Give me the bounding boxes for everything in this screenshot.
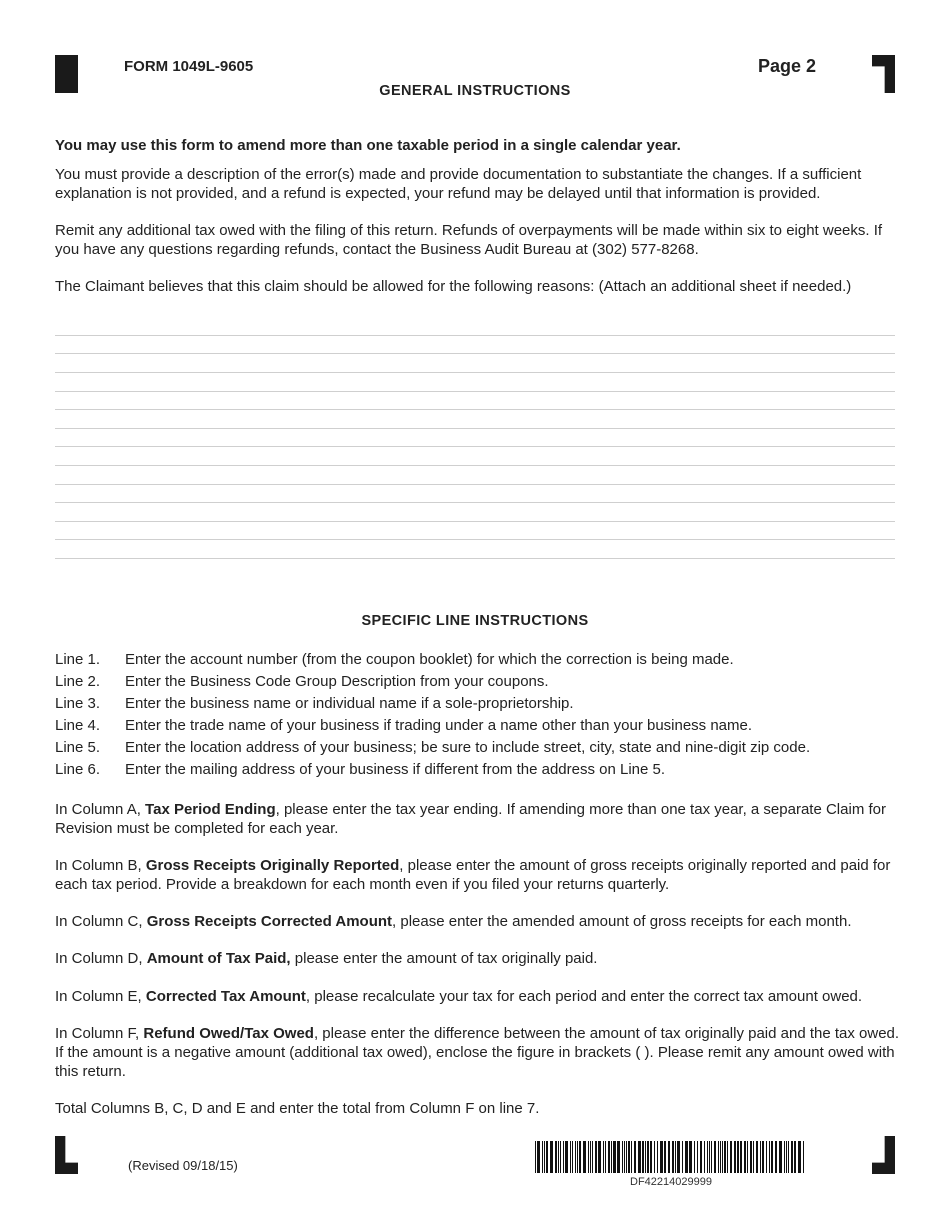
column-rest: , please enter the amended amount of gross receipts for each month.	[392, 913, 852, 930]
column-term: Tax Period Ending	[145, 801, 276, 818]
barcode-bar	[592, 1141, 593, 1173]
barcode-bar	[753, 1141, 754, 1173]
writing-line[interactable]	[55, 465, 895, 466]
revised-date: (Revised 09/18/15)	[128, 1158, 238, 1173]
corner-mark-bottom-left	[55, 1136, 78, 1174]
barcode-bar	[631, 1141, 632, 1173]
barcode-bar	[779, 1141, 782, 1173]
barcode-bar	[744, 1141, 746, 1173]
barcode-bar	[634, 1141, 636, 1173]
writing-line[interactable]	[55, 428, 895, 429]
line-text: Enter the business name or individual name if a sole-proprietorship.	[125, 695, 574, 712]
barcode-bar	[603, 1141, 604, 1173]
column-rest: , please enter the difference between the amount of tax originally paid and the tax owed. If the amount is a negative amount (additional tax owed), enclose the figure in brackets ( ). Please remit any amount owed with this return.	[55, 1025, 900, 1080]
column-term: Corrected Tax Amount	[145, 988, 306, 1005]
barcode-bar	[714, 1141, 716, 1173]
barcode-bar	[668, 1141, 670, 1173]
barcode-bar	[694, 1141, 695, 1173]
barcode-bar	[626, 1141, 627, 1173]
barcode-bar	[565, 1141, 568, 1173]
barcode-bar	[697, 1141, 698, 1173]
barcode-bar	[722, 1141, 723, 1173]
line-text: Enter the Business Code Group Description from your coupons.	[125, 673, 549, 690]
barcode-bar	[718, 1141, 719, 1173]
column-prefix: In Column B,	[55, 857, 146, 874]
column-term: Amount of Tax Paid,	[146, 950, 291, 967]
column-c-instruction	[55, 912, 900, 931]
barcode-bar	[771, 1141, 773, 1173]
barcode-bar	[588, 1141, 589, 1173]
barcode-bar	[546, 1141, 548, 1173]
barcode-bar	[542, 1141, 543, 1173]
column-prefix: In Column C,	[55, 913, 147, 930]
column-term: Gross Receipts Originally Reported	[145, 857, 400, 874]
intro-text: You may use this form to amend more than one taxable period in a single calendar year.	[55, 137, 681, 154]
barcode-bar	[647, 1141, 649, 1173]
writing-line[interactable]	[55, 446, 895, 447]
barcode-bar	[766, 1141, 767, 1173]
section-title-specific: SPECIFIC LINE INSTRUCTIONS	[361, 613, 589, 629]
barcode-bar	[786, 1141, 787, 1173]
column-rest: , please enter the amount of gross receipts originally reported and paid for each tax period. Provide a breakdown for each month even if you filed your returns quarterly.	[55, 857, 891, 893]
barcode-bar	[544, 1141, 545, 1173]
barcode-bar	[737, 1141, 739, 1173]
line-label: Line 1.	[55, 651, 101, 668]
claimant-reasons-text: The Claimant believes that this claim should be allowed for the following reasons: (Attach an additional sheet if needed.)	[55, 278, 852, 295]
barcode-bar	[760, 1141, 761, 1173]
barcode-bar	[709, 1141, 710, 1173]
corner-mark-bottom-right	[872, 1136, 895, 1174]
barcode-bar	[664, 1141, 666, 1173]
barcode-bar	[730, 1141, 732, 1173]
line-text: Enter the location address of your business; be sure to include street, city, state and nine-digit zip code.	[125, 739, 811, 756]
barcode-bar	[558, 1141, 559, 1173]
barcode-bar	[720, 1141, 721, 1173]
barcode-bar	[613, 1141, 616, 1173]
barcode-bar	[575, 1141, 576, 1173]
barcode-bar	[555, 1141, 557, 1173]
writing-line[interactable]	[55, 391, 895, 392]
form-number: FORM 1049L-9605	[124, 58, 254, 75]
barcode-number: DF42214029999	[630, 1176, 712, 1188]
barcode-bar	[775, 1141, 777, 1173]
barcode-bar	[560, 1141, 561, 1173]
barcode-bar	[689, 1141, 692, 1173]
writing-line[interactable]	[55, 521, 895, 522]
barcode-bar	[622, 1141, 623, 1173]
description-paragraph: You must provide a description of the error(s) made and provide documentation to substantiate the changes. If a sufficient explanation is not provided, and a refund is expected, your refund may be delayed until that information is provided.	[55, 166, 862, 202]
barcode-bar	[537, 1141, 540, 1173]
barcode-bar	[590, 1141, 591, 1173]
barcode	[535, 1141, 807, 1173]
column-prefix: In Column D,	[55, 950, 147, 967]
barcode-bar	[583, 1141, 586, 1173]
line-label: Line 4.	[55, 717, 101, 734]
barcode-bar	[724, 1141, 726, 1173]
barcode-bar	[750, 1141, 752, 1173]
remit-paragraph: Remit any additional tax owed with the filing of this return. Refunds of overpayments will be made within six to eight weeks. If you have any questions regarding refunds, contact the Business Audit Bureau at (302) 577-8268.	[55, 222, 883, 258]
barcode-bar	[563, 1141, 564, 1173]
barcode-bar	[711, 1141, 712, 1173]
column-rest: please enter the amount of tax originally paid.	[290, 950, 598, 967]
barcode-bar	[704, 1141, 705, 1173]
barcode-bar	[791, 1141, 793, 1173]
section-title-general: GENERAL INSTRUCTIONS	[379, 83, 571, 99]
barcode-bar	[788, 1141, 789, 1173]
writing-line[interactable]	[55, 353, 895, 354]
barcode-bar	[605, 1141, 606, 1173]
barcode-bar	[650, 1141, 652, 1173]
line-label: Line 6.	[55, 761, 101, 778]
barcode-bar	[734, 1141, 736, 1173]
line-label: Line 5.	[55, 739, 101, 756]
barcode-bar	[682, 1141, 683, 1173]
column-term: Gross Receipts Corrected Amount	[146, 913, 393, 930]
barcode-bar	[769, 1141, 770, 1173]
page-label: Page 2	[758, 56, 817, 76]
barcode-bar	[638, 1141, 641, 1173]
line-text: Enter the mailing address of your business if different from the address on Line 5.	[125, 761, 666, 778]
barcode-bar	[579, 1141, 581, 1173]
writing-line[interactable]	[55, 558, 895, 559]
barcode-bar	[675, 1141, 676, 1173]
line-text: Enter the account number (from the coupon booklet) for which the correction is being made.	[125, 651, 734, 668]
column-rest: , please enter the tax year ending. If amending more than one tax year, a separate Claim for Revision must be completed for each year.	[55, 801, 886, 837]
barcode-bar	[654, 1141, 655, 1173]
line-label: Line 2.	[55, 673, 101, 690]
barcode-bar	[727, 1141, 728, 1173]
barcode-bar	[595, 1141, 597, 1173]
barcode-bar	[740, 1141, 742, 1173]
writing-line[interactable]	[55, 372, 895, 373]
barcode-bar	[570, 1141, 571, 1173]
barcode-bar	[657, 1141, 658, 1173]
column-prefix: In Column E,	[55, 988, 146, 1005]
column-e-instruction	[55, 987, 900, 1006]
barcode-bar	[756, 1141, 758, 1173]
barcode-bar	[700, 1141, 702, 1173]
barcode-bar	[798, 1141, 801, 1173]
column-a-instruction	[55, 800, 900, 838]
writing-line[interactable]	[55, 409, 895, 410]
barcode-bar	[598, 1141, 601, 1173]
line-text: Enter the trade name of your business if trading under a name other than your business name.	[125, 717, 753, 734]
column-prefix: In Column F,	[55, 1025, 144, 1042]
writing-line[interactable]	[55, 502, 895, 503]
column-f-instruction	[55, 1024, 900, 1081]
writing-line[interactable]	[55, 335, 895, 336]
line-label: Line 3.	[55, 695, 101, 712]
barcode-bar	[535, 1141, 536, 1173]
barcode-bar	[685, 1141, 688, 1173]
barcode-bar	[608, 1141, 610, 1173]
barcode-bar	[803, 1141, 804, 1173]
writing-line[interactable]	[55, 484, 895, 485]
barcode-bar	[550, 1141, 553, 1173]
total-note: Total Columns B, C, D and E and enter the total from Column F on line 7.	[55, 1100, 540, 1117]
column-term: Refund Owed/Tax Owed	[143, 1025, 314, 1042]
writing-line[interactable]	[55, 539, 895, 540]
barcode-bar	[611, 1141, 612, 1173]
column-prefix: In Column A,	[55, 801, 146, 818]
barcode-bar	[572, 1141, 573, 1173]
barcode-bar	[577, 1141, 578, 1173]
barcode-bar	[762, 1141, 764, 1173]
barcode-bar	[747, 1141, 748, 1173]
barcode-bar	[645, 1141, 646, 1173]
barcode-bar	[672, 1141, 674, 1173]
barcode-bar	[677, 1141, 680, 1173]
barcode-bar	[660, 1141, 663, 1173]
barcode-bar	[642, 1141, 644, 1173]
column-b-instruction	[55, 856, 900, 894]
barcode-bar	[628, 1141, 630, 1173]
barcode-bar	[794, 1141, 796, 1173]
column-rest: , please recalculate your tax for each period and enter the correct tax amount owed.	[305, 988, 863, 1005]
barcode-bar	[624, 1141, 625, 1173]
barcode-bar	[617, 1141, 620, 1173]
barcode-bar	[784, 1141, 785, 1173]
barcode-bar	[707, 1141, 708, 1173]
column-d-instruction	[55, 949, 900, 968]
